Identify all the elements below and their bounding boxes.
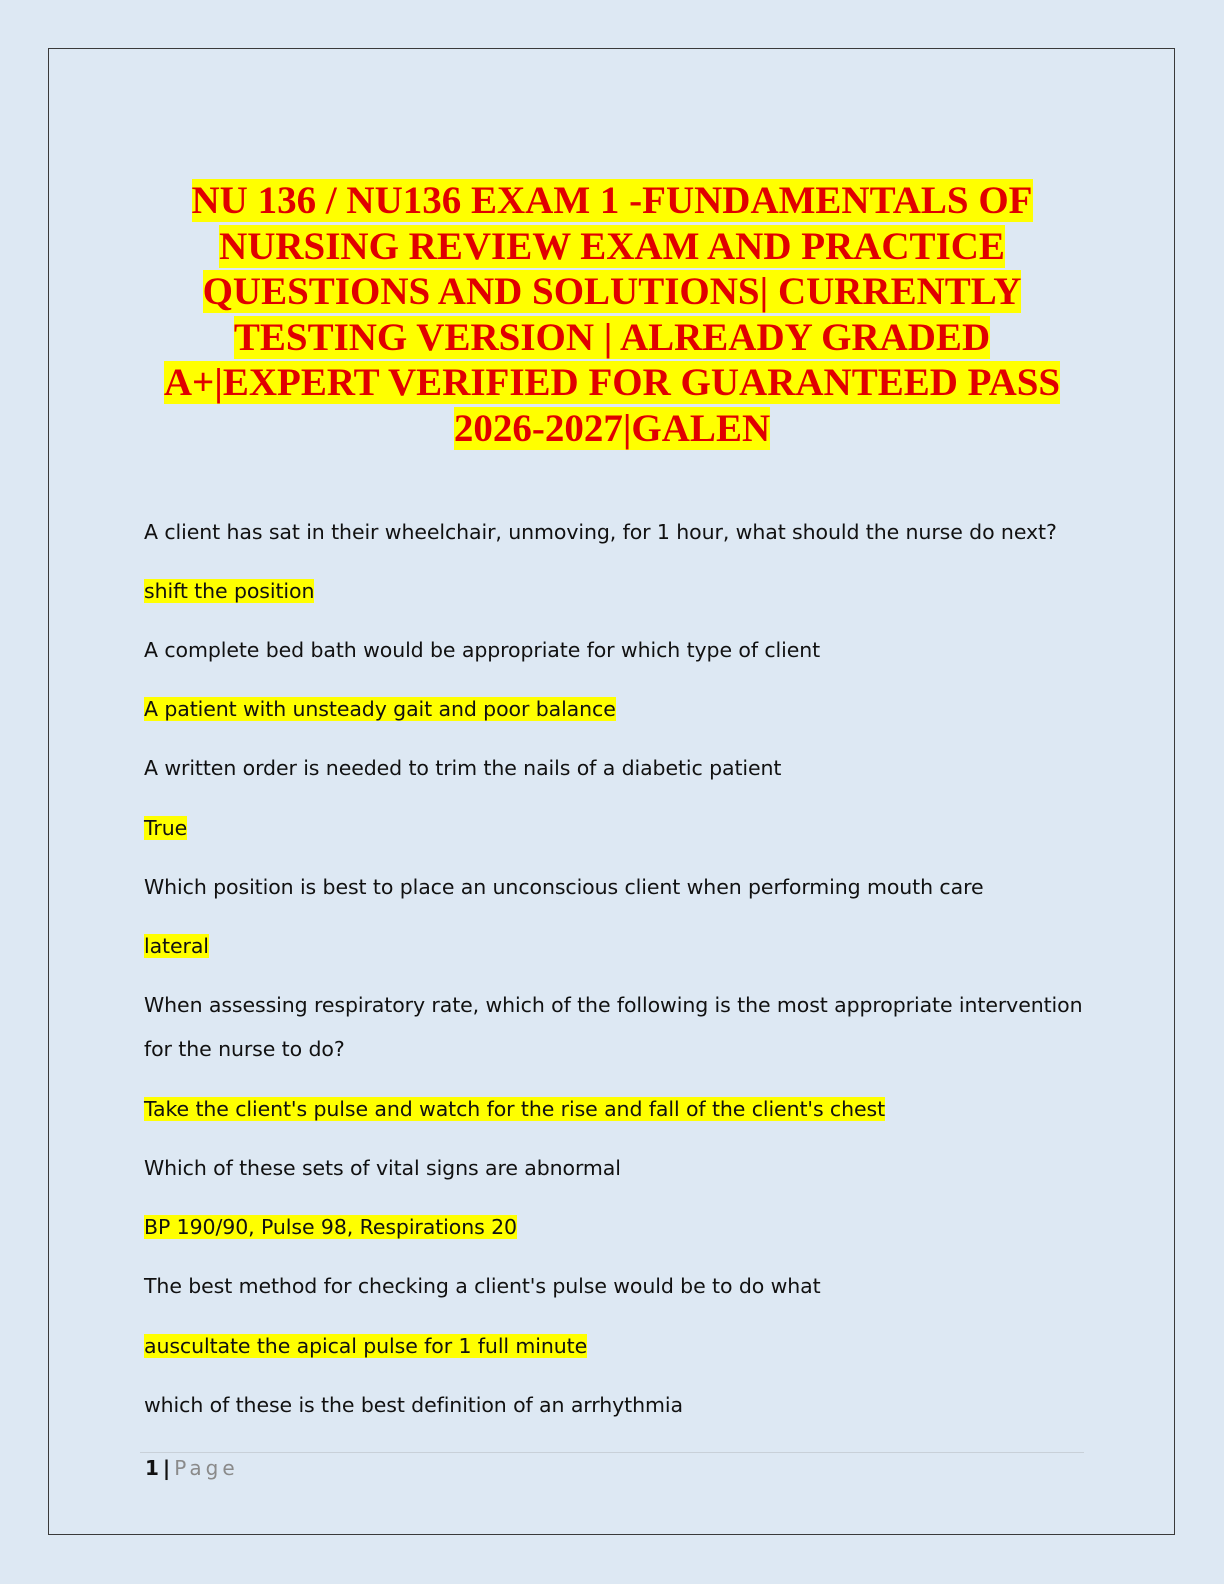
answer-7 [144,1334,587,1358]
answer-3-text: True [144,816,188,840]
question-2: A complete bed bath would be appropriate for which type of client [144,638,821,662]
question-4: Which position is best to place an unconscious client when performing mouth care [144,875,984,899]
answer-6 [144,1215,517,1239]
question-5: When assessing respiratory rate, which of the following is the most appropriate intervention for the nurse to do? [144,993,1083,1061]
answer-4-text: lateral [144,934,209,958]
question-3: A written order is needed to trim the nails of a diabetic patient [144,756,782,780]
page-label: Page [174,1456,239,1480]
answer-1-text: shift the position [144,579,315,603]
footer-divider [140,1452,1084,1453]
answer-2-text: A patient with unsteady gait and poor balance [144,697,616,721]
answer-5-text: Take the client's pulse and watch for the rise and fall of the client's chest [144,1097,886,1121]
answer-2 [144,697,616,721]
page-footer [145,1456,239,1480]
answer-6-text: BP 190/90, Pulse 98, Respirations 20 [144,1215,517,1239]
answer-1 [144,579,314,603]
page-number: 1 [145,1456,159,1480]
question-8: which of these is the best definition of an arrhythmia [144,1393,683,1417]
answer-7-text: auscultate the apical pulse for 1 full minute [144,1334,588,1358]
answer-4 [144,934,209,958]
question-1: A client has sat in their wheelchair, unmoving, for 1 hour, what should the nurse do next? [144,520,1057,544]
question-7: The best method for checking a client's pulse would be to do what [144,1274,821,1298]
answer-5 [144,1097,885,1121]
document-title-text: NU 136 / NU136 EXAM 1 -FUNDAMENTALS OF NURSING REVIEW EXAM AND PRACTICE QUESTIONS AND SOLUTIONS| CURRENTLY TESTING VERSION | ALREADY GRADED A+|EXPERT VERIFIED FOR GUARANTEED PASS 2026-2027|GALEN [163,179,1061,450]
footer-separator: | [162,1456,171,1480]
document-title [140,178,1084,451]
question-6: Which of these sets of vital signs are abnormal [144,1156,621,1180]
answer-3 [144,816,187,840]
